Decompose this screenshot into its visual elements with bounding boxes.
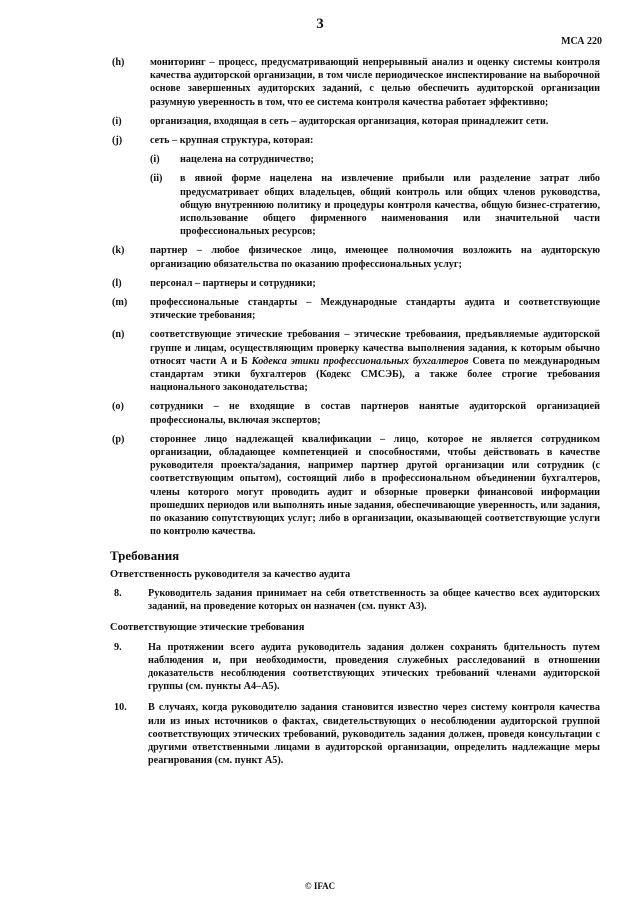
item-marker: (k)	[112, 245, 125, 257]
paragraph-text: В случаях, когда руководителю задания становится известно через систему контроля качества или из иных источников о фактах, свидетельствующих о несоблюдении аудиторской группой соответствующих этических требований, руководитель задания должен, проведя консультации с другими ответственными лицами в аудиторской организации, определить надлежащие меры реагирования (см. пункт А5).	[148, 702, 600, 767]
paragraph-8	[110, 587, 600, 613]
definition-k	[112, 244, 600, 270]
text-segment: соответствующие этические требования – этические требования, предъявляемые аудиторской группе и лицам, осуществляющим проверку качества выполнения задания, к которым обычно относят части А и Б	[150, 329, 600, 367]
document-code: МСА 220	[561, 36, 602, 47]
item-text: мониторинг – процесс, предусматривающий непрерывный анализ и оценку системы контроля качества аудиторской организации, в том числе периодическое инспектирование на выборочной основе завершенных аудиторских заданий, с целью обеспечить аудиторской организации разумную уверенность в том, что ее система контроля качества работает эффективно;	[150, 57, 600, 108]
item-text: сеть – крупная структура, которая:	[150, 135, 314, 147]
paragraph-10	[110, 701, 600, 767]
definition-n	[112, 328, 600, 394]
item-marker: (i)	[112, 115, 122, 127]
item-marker: (m)	[112, 297, 128, 309]
text-segment: Совета по международным стандартам этики бухгалтеров (Кодекс СМСЭБ), а также более строгие требования национального законодательства;	[150, 355, 600, 394]
item-marker: (n)	[112, 329, 125, 341]
item-text	[150, 328, 600, 394]
section-heading: Требования	[110, 547, 180, 563]
item-marker: (h)	[112, 57, 125, 68]
item-marker: (l)	[112, 277, 122, 289]
page-content	[112, 56, 600, 775]
paragraph-9	[110, 641, 600, 694]
code-title: Кодекса этики профессиональных бухгалтеров	[251, 355, 469, 367]
definition-p	[112, 433, 600, 539]
subitem-text: нацелена на сотрудничество;	[180, 154, 314, 166]
subsection-heading: Соответствующие этические требования	[110, 622, 305, 634]
subitem-ii	[150, 172, 600, 238]
subitem-i	[150, 153, 600, 166]
subitem-marker: (i)	[150, 154, 160, 166]
paragraph-number: 8.	[114, 587, 122, 599]
subitem-text: в явной форме нацелена на извлечение прибыли или разделение затрат либо предусматривает общих владельцев, общий контроль или общих членов руководства, общую внутреннюю политику и процедуры контроля качества, общую бизнес-стратегию, использование общего фирменного наименования или значительной части профессиональных ресурсов;	[180, 173, 600, 238]
item-text: персонал – партнеры и сотрудники;	[150, 277, 316, 289]
definition-h	[112, 56, 600, 109]
item-text: профессиональные стандарты – Международные стандарты аудита и соответствующие этические требования;	[150, 297, 600, 322]
item-marker: (p)	[112, 433, 125, 445]
copyright-footer: © IFAC	[304, 881, 336, 891]
paragraph-number: 10.	[114, 702, 127, 714]
item-marker: (o)	[112, 401, 124, 413]
definition-l	[112, 277, 600, 290]
definition-o	[112, 400, 600, 426]
paragraph-text: Руководитель задания принимает на себя ответственность за общее качество всех аудиторских заданий, на проведение которых он назначен (см. пункт А3).	[148, 587, 600, 613]
item-text: организация, входящая в сеть – аудиторская организация, которая принадлежит сети.	[150, 115, 549, 127]
subitem-marker: (ii)	[150, 173, 163, 185]
item-body	[150, 134, 600, 238]
item-text: стороннее лицо надлежащей квалификации – лицо, которое не является сотрудником организации, обладающее компетенцией и способностями, чтобы действовать в качестве руководителя проекта/задания, например партнер другой организации или сотрудник (с соответствующим опытом), состоящий либо в профессиональном объединении бухгалтеров, члены которого могут проводить аудит и обзорные проверки финансовой информации прошедших периодов или выполнять иные задания, обеспечивающие уверенность, или задания, по оказанию сопутствующих услуг; либо в организации, оказывающей соответствующие услуги по контролю качества.	[150, 433, 600, 538]
page-number: 3	[316, 16, 324, 32]
definition-i	[112, 115, 600, 128]
item-text: партнер – любое физическое лицо, имеющее полномочия возложить на аудиторскую организацию обязательства по оказанию профессиональных услуг;	[150, 245, 600, 270]
paragraph-text: На протяжении всего аудита руководитель задания должен сохранять бдительность путем наблюдения и, при необходимости, проведения служебных расследований в отношении доказательств несоблюдения соответствующих этических требований членами аудиторской группы (см. пункты А4–А5).	[148, 641, 600, 693]
definition-m	[112, 296, 600, 322]
item-marker: (j)	[112, 135, 123, 147]
item-text: сотрудники – не входящие в состав партнеров нанятые аудиторской организацией профессионалы, включая экспертов;	[150, 401, 600, 426]
subsection-heading: Ответственность руководителя за качество аудита	[110, 568, 351, 580]
requirements-section	[110, 549, 600, 768]
paragraph-number: 9.	[114, 641, 122, 653]
definition-j	[112, 134, 600, 238]
